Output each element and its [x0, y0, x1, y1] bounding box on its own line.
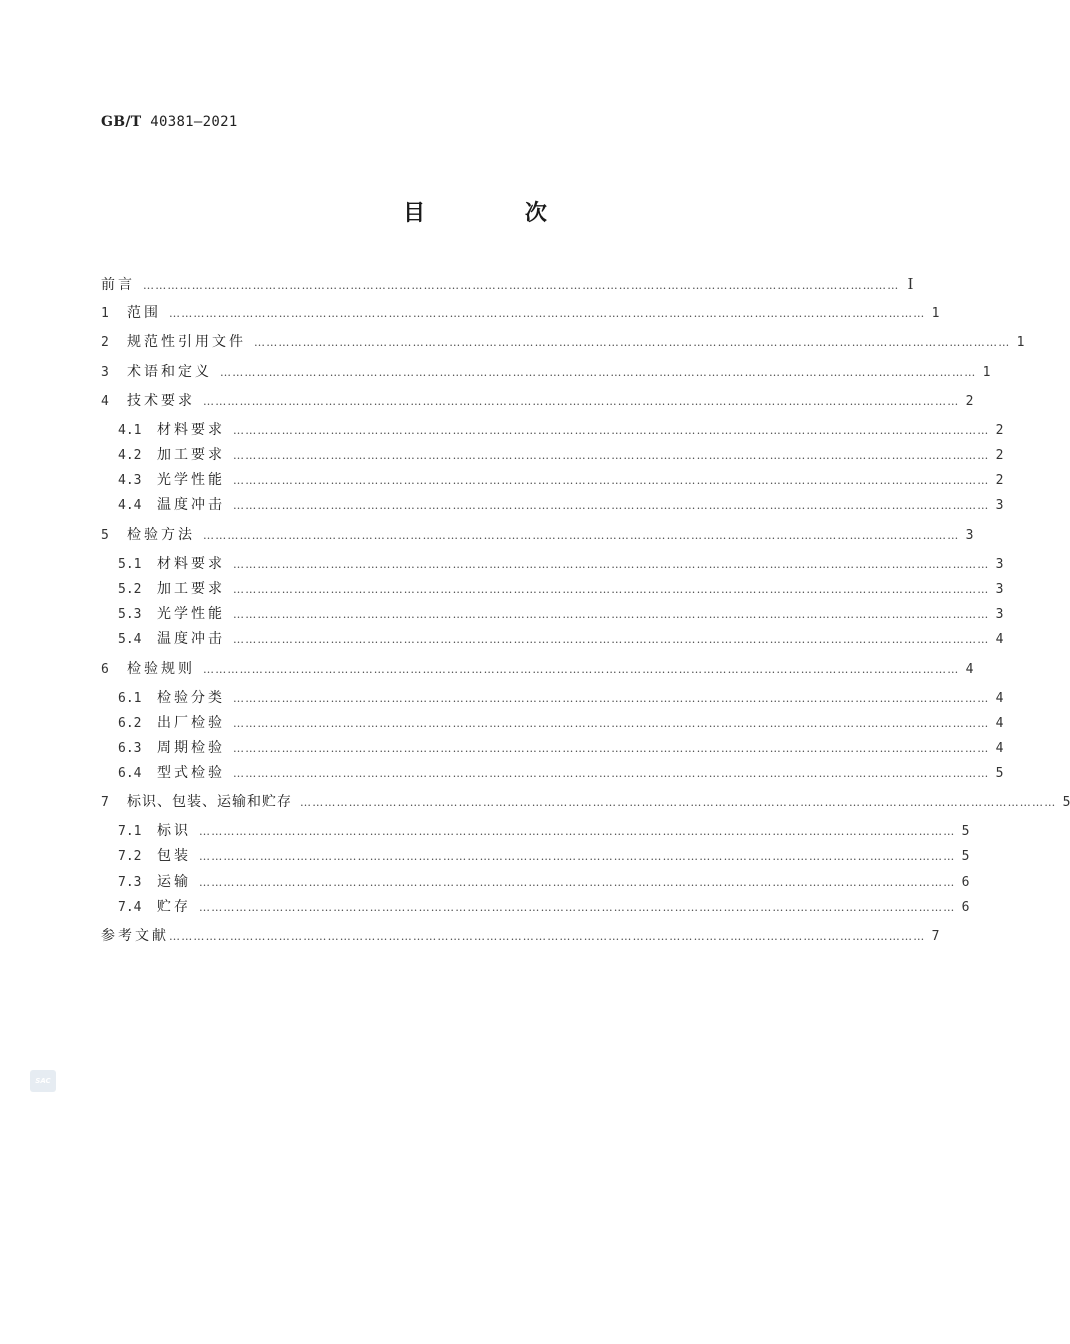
toc-page: 3 [995, 582, 1004, 597]
toc-entry-5[interactable] [101, 525, 974, 545]
toc-entry-7[interactable] [101, 792, 1070, 812]
toc-label: 标识 [157, 823, 191, 839]
toc-label: 温度冲击 [157, 497, 225, 513]
toc-label: 包装 [157, 848, 191, 864]
toc-leader: …………………………………………………………………………………………………………………………………………………………………… [220, 366, 977, 379]
toc-label: 范围 [127, 305, 161, 321]
toc-label: 贮存 [157, 899, 191, 915]
toc-page: 1 [931, 306, 940, 321]
toc-leader: …………………………………………………………………………………………………………………………………………………………………… [233, 474, 990, 487]
toc-leader: …………………………………………………………………………………………………………………………………………………………………… [203, 395, 960, 408]
toc-page: 4 [995, 716, 1004, 731]
toc-entry-6-4[interactable] [118, 763, 1004, 783]
toc-page: 3 [995, 557, 1004, 572]
toc-entry-5-3[interactable] [118, 604, 1004, 624]
standard-prefix: GB/T [101, 114, 142, 130]
toc-leader: …………………………………………………………………………………………………………………………………………………………………… [169, 930, 926, 943]
toc-leader: …………………………………………………………………………………………………………………………………………………………………… [254, 336, 1011, 349]
toc-number: 3 [101, 365, 109, 380]
toc-page: 4 [995, 632, 1004, 647]
toc-page: 7 [931, 929, 940, 944]
toc-entry-2[interactable] [101, 332, 1025, 352]
toc-label: 前言 [101, 277, 135, 293]
toc-label: 加工要求 [157, 581, 225, 597]
toc-number: 5.3 [118, 607, 142, 622]
toc-number: 4 [101, 394, 109, 409]
toc-page: 2 [995, 473, 1004, 488]
toc-leader: …………………………………………………………………………………………………………………………………………………………………… [203, 529, 960, 542]
toc-entry-7-4[interactable] [118, 897, 970, 917]
toc-label: 标识、包装、运输和贮存 [127, 794, 292, 810]
toc-entry-4[interactable] [101, 391, 974, 411]
toc-label: 材料要求 [157, 556, 225, 572]
toc-number: 7.4 [118, 900, 142, 915]
toc-entry-4-4[interactable] [118, 495, 1004, 515]
toc-entry-5-1[interactable] [118, 554, 1004, 574]
toc-entry-7-1[interactable] [118, 821, 970, 841]
toc-entry-7-2[interactable] [118, 846, 970, 866]
toc-leader: …………………………………………………………………………………………………………………………………………………………………… [233, 767, 990, 780]
toc-leader: …………………………………………………………………………………………………………………………………………………………………… [300, 796, 1057, 809]
toc-entry-references[interactable] [101, 926, 940, 946]
toc-number: 6 [101, 662, 109, 677]
toc-label: 周期检验 [157, 740, 225, 756]
toc-page: 4 [965, 662, 974, 677]
toc-page: 5 [1062, 795, 1070, 810]
toc-page: 5 [995, 766, 1004, 781]
toc-label: 技术要求 [127, 393, 195, 409]
toc-number: 6.3 [118, 741, 142, 756]
toc-leader: …………………………………………………………………………………………………………………………………………………………………… [169, 307, 926, 320]
toc-label: 材料要求 [157, 422, 225, 438]
toc-leader: …………………………………………………………………………………………………………………………………………………………………… [233, 742, 990, 755]
toc-entry-4-3[interactable] [118, 470, 1004, 490]
toc-label: 温度冲击 [157, 631, 225, 647]
toc-number: 7.3 [118, 875, 142, 890]
toc-page: 4 [995, 741, 1004, 756]
toc-leader: …………………………………………………………………………………………………………………………………………………………………… [203, 663, 960, 676]
toc-leader: …………………………………………………………………………………………………………………………………………………………………… [233, 583, 990, 596]
toc-number: 7 [101, 795, 109, 810]
toc-entry-foreword[interactable] [101, 274, 914, 294]
toc-entry-4-1[interactable] [118, 420, 1004, 440]
toc-leader: …………………………………………………………………………………………………………………………………………………………………… [233, 692, 990, 705]
toc-leader: …………………………………………………………………………………………………………………………………………………………………… [233, 449, 990, 462]
toc-number: 4.3 [118, 473, 142, 488]
toc-page: 2 [995, 423, 1004, 438]
toc-number: 5.1 [118, 557, 142, 572]
toc-entry-4-2[interactable] [118, 445, 1004, 465]
toc-number: 4.4 [118, 498, 142, 513]
toc-number: 6.2 [118, 716, 142, 731]
toc-page: 1 [982, 365, 991, 380]
toc-label: 检验规则 [127, 661, 195, 677]
toc-number: 7.2 [118, 849, 142, 864]
toc-leader: …………………………………………………………………………………………………………………………………………………………………… [233, 424, 990, 437]
toc-label: 参考文献 [101, 928, 169, 944]
toc-leader: …………………………………………………………………………………………………………………………………………………………………… [199, 825, 956, 838]
toc-leader: …………………………………………………………………………………………………………………………………………………………………… [143, 279, 900, 292]
toc-leader: …………………………………………………………………………………………………………………………………………………………………… [233, 558, 990, 571]
toc-entry-6[interactable] [101, 659, 974, 679]
toc-entry-6-2[interactable] [118, 713, 1004, 733]
toc-leader: …………………………………………………………………………………………………………………………………………………………………… [233, 633, 990, 646]
toc-page: 3 [965, 528, 974, 543]
toc-label: 术语和定义 [127, 364, 212, 380]
toc-page: 5 [961, 824, 970, 839]
toc-leader: …………………………………………………………………………………………………………………………………………………………………… [233, 608, 990, 621]
toc-leader: …………………………………………………………………………………………………………………………………………………………………… [199, 876, 956, 889]
toc-page: 2 [965, 394, 974, 409]
toc-leader: …………………………………………………………………………………………………………………………………………………………………… [233, 499, 990, 512]
toc-entry-5-2[interactable] [118, 579, 1004, 599]
sac-watermark-logo: SAC [30, 1070, 56, 1092]
toc-page: 6 [961, 875, 970, 890]
toc-label: 检验分类 [157, 690, 225, 706]
toc-leader: …………………………………………………………………………………………………………………………………………………………………… [199, 850, 956, 863]
toc-page: 2 [995, 448, 1004, 463]
toc-number: 7.1 [118, 824, 142, 839]
toc-entry-5-4[interactable] [118, 629, 1004, 649]
toc-number: 5.4 [118, 632, 142, 647]
toc-entry-6-3[interactable] [118, 738, 1004, 758]
toc-leader: …………………………………………………………………………………………………………………………………………………………………… [199, 901, 956, 914]
toc-number: 5 [101, 528, 109, 543]
toc-number: 5.2 [118, 582, 142, 597]
toc-number: 2 [101, 335, 109, 350]
toc-leader: …………………………………………………………………………………………………………………………………………………………………… [233, 717, 990, 730]
toc-number: 6.1 [118, 691, 142, 706]
toc-number: 4.2 [118, 448, 142, 463]
toc-label: 出厂检验 [157, 715, 225, 731]
toc-entry-6-1[interactable] [118, 688, 1004, 708]
toc-label: 加工要求 [157, 447, 225, 463]
toc-page: 6 [961, 900, 970, 915]
toc-label: 规范性引用文件 [127, 334, 246, 350]
toc-label: 检验方法 [127, 527, 195, 543]
toc-entry-7-3[interactable] [118, 872, 970, 892]
toc-page: 5 [961, 849, 970, 864]
page-title: 目 次 [403, 201, 593, 226]
standard-number: 40381—2021 [150, 114, 238, 130]
toc-number: 6.4 [118, 766, 142, 781]
toc-label: 光学性能 [157, 606, 225, 622]
toc-page: 3 [995, 498, 1004, 513]
toc-number: 4.1 [118, 423, 142, 438]
toc-entry-1[interactable] [101, 303, 940, 323]
toc-label: 型式检验 [157, 765, 225, 781]
toc-page: 4 [995, 691, 1004, 706]
toc-page: 1 [1016, 335, 1025, 350]
toc-number: 1 [101, 306, 109, 321]
standard-code [101, 114, 238, 130]
toc-entry-3[interactable] [101, 362, 991, 382]
toc-label: 运输 [157, 874, 191, 890]
toc-label: 光学性能 [157, 472, 225, 488]
toc-page: 3 [995, 607, 1004, 622]
toc-page: I [907, 275, 914, 293]
